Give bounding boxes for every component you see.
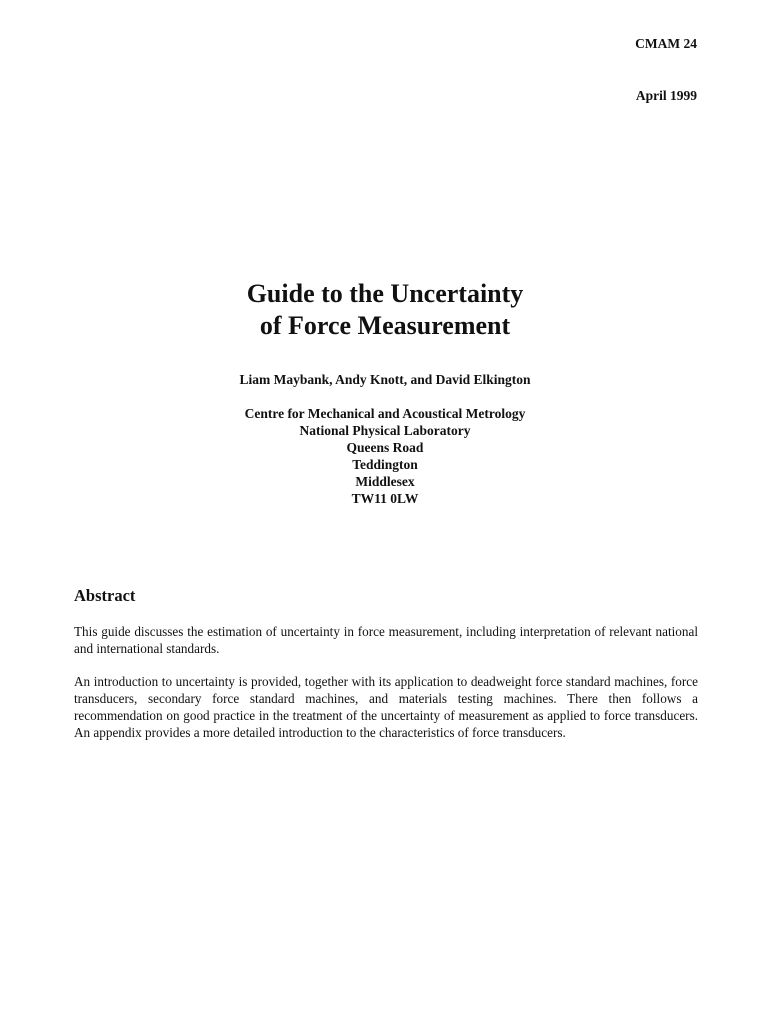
title-line-2: of Force Measurement [259, 311, 511, 340]
address-line: Centre for Mechanical and Acoustical Metrology [244, 406, 526, 421]
abstract-paragraph: This guide discusses the estimation of uncertainty in force measurement, including interpretation of relevant national and international standards. [74, 624, 698, 656]
address-line: Queens Road [346, 440, 424, 455]
title-line-1: Guide to the Uncertainty [246, 279, 524, 308]
abstract-heading: Abstract [74, 586, 136, 605]
address-line: Teddington [352, 457, 418, 472]
address-line: National Physical Laboratory [299, 423, 471, 438]
report-number: CMAM 24 [635, 36, 697, 51]
authors: Liam Maybank, Andy Knott, and David Elkington [239, 372, 531, 387]
document-title [0, 278, 770, 342]
publication-date: April 1999 [635, 88, 697, 103]
abstract-body [74, 623, 698, 757]
address-block [0, 405, 770, 507]
address-line: Middlesex [355, 474, 415, 489]
address-line: TW11 0LW [351, 491, 419, 506]
abstract-paragraph: An introduction to uncertainty is provided, together with its application to deadweight force standard machines, force transducers, secondary force standard machines, and materials testing machines. There then follows a recommendation on good practice in the treatment of the uncertainty of measurement as applied to force transducers. An appendix provides a more detailed introduction to the characteristics of force transducers. [74, 674, 698, 740]
